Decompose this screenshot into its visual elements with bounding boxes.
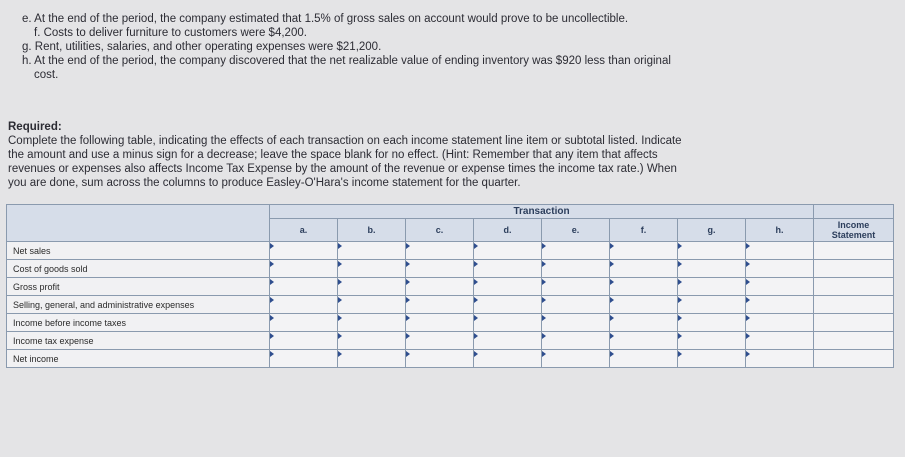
row-label: Income tax expense <box>7 332 270 350</box>
amount-input-d[interactable] <box>474 242 542 260</box>
row-label: Gross profit <box>7 278 270 296</box>
income-statement-input[interactable] <box>814 242 894 260</box>
amount-input-h[interactable] <box>746 332 814 350</box>
income-statement-input[interactable] <box>814 314 894 332</box>
amount-input-d[interactable] <box>474 350 542 368</box>
required-text-line: revenues or expenses also affects Income Tax Expense by the amount of the revenue or expense times the income tax rate.) When <box>8 163 677 175</box>
amount-input-d[interactable] <box>474 260 542 278</box>
amount-input-a[interactable] <box>270 314 338 332</box>
amount-input-b[interactable] <box>338 350 406 368</box>
row-label: Cost of goods sold <box>7 260 270 278</box>
column-header-e: e. <box>542 219 610 242</box>
income-effects-table <box>6 204 894 368</box>
income-header-top <box>814 205 894 219</box>
amount-input-f[interactable] <box>610 350 678 368</box>
amount-input-a[interactable] <box>270 332 338 350</box>
amount-input-e[interactable] <box>542 314 610 332</box>
amount-input-e[interactable] <box>542 242 610 260</box>
table-row <box>7 260 894 278</box>
amount-input-a[interactable] <box>270 260 338 278</box>
column-header-b: b. <box>338 219 406 242</box>
amount-input-h[interactable] <box>746 278 814 296</box>
amount-input-g[interactable] <box>678 242 746 260</box>
column-header-f: f. <box>610 219 678 242</box>
required-text-line: Complete the following table, indicating the effects of each transaction on each income statement line item or subtotal listed. Indicate <box>8 135 682 147</box>
amount-input-g[interactable] <box>678 296 746 314</box>
amount-input-f[interactable] <box>610 242 678 260</box>
required-text-line: the amount and use a minus sign for a decrease; leave the space blank for no effect. (Hint: Remember that any item that affects <box>8 149 658 161</box>
amount-input-g[interactable] <box>678 314 746 332</box>
amount-input-b[interactable] <box>338 296 406 314</box>
required-text-line: you are done, sum across the columns to produce Easley-O'Hara's income statement for the quarter. <box>8 177 521 189</box>
transaction-item: g. Rent, utilities, salaries, and other operating expenses were $21,200. <box>22 41 382 53</box>
amount-input-e[interactable] <box>542 350 610 368</box>
row-label: Net sales <box>7 242 270 260</box>
transaction-item: h. At the end of the period, the company discovered that the net realizable value of ending inventory was $920 less than original <box>22 55 671 67</box>
amount-input-e[interactable] <box>542 260 610 278</box>
amount-input-b[interactable] <box>338 260 406 278</box>
amount-input-d[interactable] <box>474 332 542 350</box>
amount-input-d[interactable] <box>474 314 542 332</box>
table-corner <box>7 205 270 242</box>
amount-input-g[interactable] <box>678 260 746 278</box>
amount-input-c[interactable] <box>406 314 474 332</box>
amount-input-f[interactable] <box>610 314 678 332</box>
amount-input-b[interactable] <box>338 332 406 350</box>
transaction-list <box>22 12 782 82</box>
amount-input-d[interactable] <box>474 296 542 314</box>
amount-input-c[interactable] <box>406 278 474 296</box>
income-statement-input[interactable] <box>814 278 894 296</box>
amount-input-b[interactable] <box>338 314 406 332</box>
column-header-d: d. <box>474 219 542 242</box>
required-label: Required: <box>8 121 62 133</box>
transaction-header: Transaction <box>270 205 814 219</box>
amount-input-c[interactable] <box>406 242 474 260</box>
amount-input-f[interactable] <box>610 332 678 350</box>
column-header-h: h. <box>746 219 814 242</box>
transaction-item: f. Costs to deliver furniture to customers were $4,200. <box>34 27 307 39</box>
income-statement-input[interactable] <box>814 350 894 368</box>
amount-input-c[interactable] <box>406 260 474 278</box>
income-statement-header-line: Income <box>837 220 870 230</box>
table-row <box>7 350 894 368</box>
column-header-a: a. <box>270 219 338 242</box>
amount-input-f[interactable] <box>610 278 678 296</box>
row-label: Net income <box>7 350 270 368</box>
income-statement-input[interactable] <box>814 332 894 350</box>
row-label: Selling, general, and administrative expenses <box>7 296 270 314</box>
amount-input-e[interactable] <box>542 296 610 314</box>
income-statement-header-line: Statement <box>831 230 876 240</box>
income-statement-header <box>814 219 894 242</box>
amount-input-a[interactable] <box>270 242 338 260</box>
amount-input-a[interactable] <box>270 278 338 296</box>
amount-input-h[interactable] <box>746 260 814 278</box>
amount-input-g[interactable] <box>678 350 746 368</box>
table-row <box>7 314 894 332</box>
table-row <box>7 332 894 350</box>
amount-input-f[interactable] <box>610 260 678 278</box>
amount-input-c[interactable] <box>406 350 474 368</box>
column-header-g: g. <box>678 219 746 242</box>
amount-input-c[interactable] <box>406 296 474 314</box>
amount-input-a[interactable] <box>270 350 338 368</box>
column-header-c: c. <box>406 219 474 242</box>
transaction-item: cost. <box>34 69 59 81</box>
table-row <box>7 296 894 314</box>
table-row <box>7 242 894 260</box>
amount-input-h[interactable] <box>746 350 814 368</box>
amount-input-h[interactable] <box>746 296 814 314</box>
income-statement-input[interactable] <box>814 260 894 278</box>
amount-input-d[interactable] <box>474 278 542 296</box>
amount-input-h[interactable] <box>746 242 814 260</box>
amount-input-e[interactable] <box>542 332 610 350</box>
required-section <box>8 120 768 190</box>
table-row <box>7 278 894 296</box>
amount-input-g[interactable] <box>678 332 746 350</box>
amount-input-f[interactable] <box>610 296 678 314</box>
amount-input-e[interactable] <box>542 278 610 296</box>
income-statement-input[interactable] <box>814 296 894 314</box>
amount-input-b[interactable] <box>338 278 406 296</box>
amount-input-h[interactable] <box>746 314 814 332</box>
row-label: Income before income taxes <box>7 314 270 332</box>
amount-input-c[interactable] <box>406 332 474 350</box>
transaction-item: e. At the end of the period, the company estimated that 1.5% of gross sales on account would prove to be uncollectible. <box>22 13 629 25</box>
amount-input-g[interactable] <box>678 278 746 296</box>
amount-input-b[interactable] <box>338 242 406 260</box>
amount-input-a[interactable] <box>270 296 338 314</box>
